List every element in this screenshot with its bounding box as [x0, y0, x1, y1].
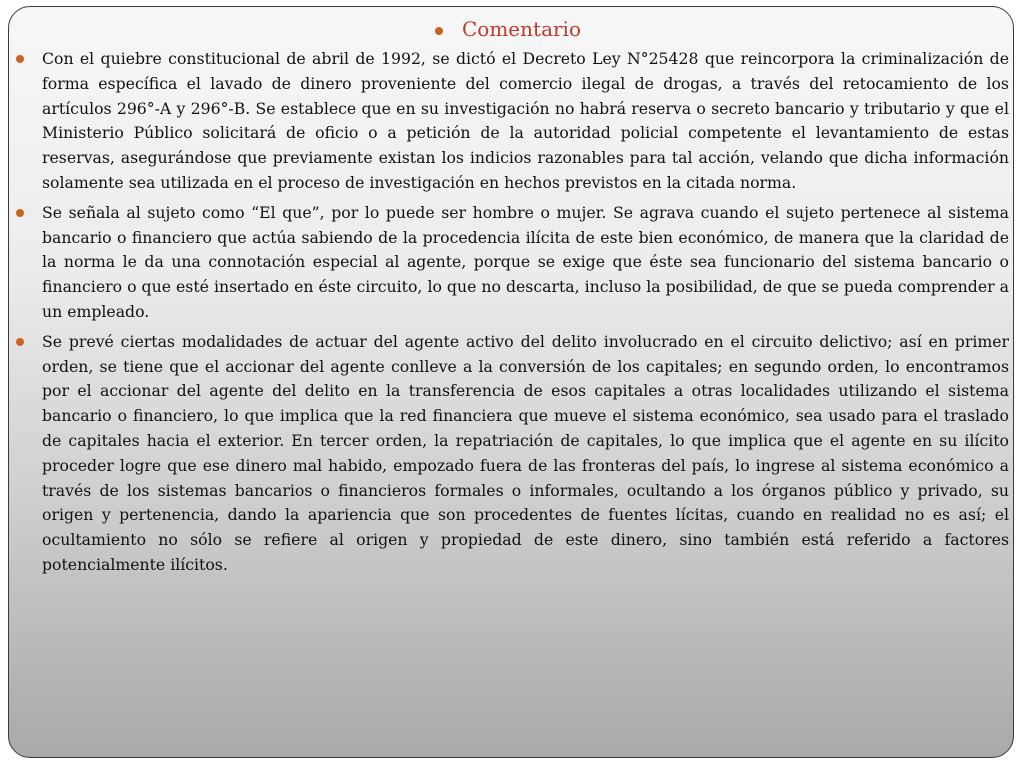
bullet-icon: [16, 209, 24, 217]
bullet-text: Se señala al sujeto como “El que”, por lo puede ser hombre o mujer. Se agrava cuando el sujeto pertenece al sistema bancario o financiero que actúa sabiendo de la procedencia ilícita de este bien económico, de manera que la claridad de la norma le da una connotación especial al agente, porque se exige que éste sea funcionario del sistema bancario o financiero o que esté insertado en éste circuito, lo que no descarta, incluso la posibilidad, de que se pueda comprender a un empleado.: [42, 202, 1009, 321]
title-bullet-icon: [435, 27, 443, 35]
bullet-item: [9, 47, 1013, 196]
bullet-list: [9, 47, 1013, 583]
bullet-icon: [16, 338, 24, 346]
bullet-item: [9, 201, 1013, 325]
bullet-text: Se prevé ciertas modalidades de actuar del agente activo del delito involucrado en el circuito delictivo; así en primer orden, se tiene que el accionar del agente conlleve a la conversión de los capitales; en segundo orden, lo encontramos por el accionar del agente del delito en la transferencia de esos capitales a otras localidades utilizando el sistema bancario o financiero, lo que implica que la red financiera que mueve el sistema económico, sea usado para el traslado de capitales hacia el exterior. En tercer orden, la repatriación de capitales, lo que implica que el agente en su ilícito proceder logre que ese dinero mal habido, empozado fuera de las fronteras del país, lo ingrese al sistema económico a través de los sistemas bancarios o financieros formales o informales, ocultando a los órganos público y privado, su origen y pertenencia, dando la apariencia que son procedentes de fuentes lícitas, cuando en realidad no es así; el ocultamiento no sólo se refiere al origen y propiedad de este dinero, sino también está referido a factores potencialmente ilícitos.: [42, 331, 1009, 574]
bullet-text: Con el quiebre constitucional de abril de 1992, se dictó el Decreto Ley N°25428 que reincorpora la criminalización de forma específica el lavado de dinero proveniente del comercio ilegal de drogas, a través del retocamiento de los artículos 296°-A y 296°-B. Se establece que en su investigación no habrá reserva o secreto bancario y tributario y que el Ministerio Público solicitará de oficio o a petición de la autoridad policial competente el levantamiento de estas reservas, asegurándose que previamente existan los indicios razonables para tal acción, velando que dicha información solamente sea utilizada en el proceso de investigación en hechos previstos en la citada norma.: [42, 49, 1009, 192]
bullet-icon: [16, 55, 24, 63]
content-panel: [8, 6, 1014, 758]
title-row: [9, 17, 1013, 47]
bullet-item: [9, 330, 1013, 578]
slide-title: Comentario: [462, 17, 581, 41]
